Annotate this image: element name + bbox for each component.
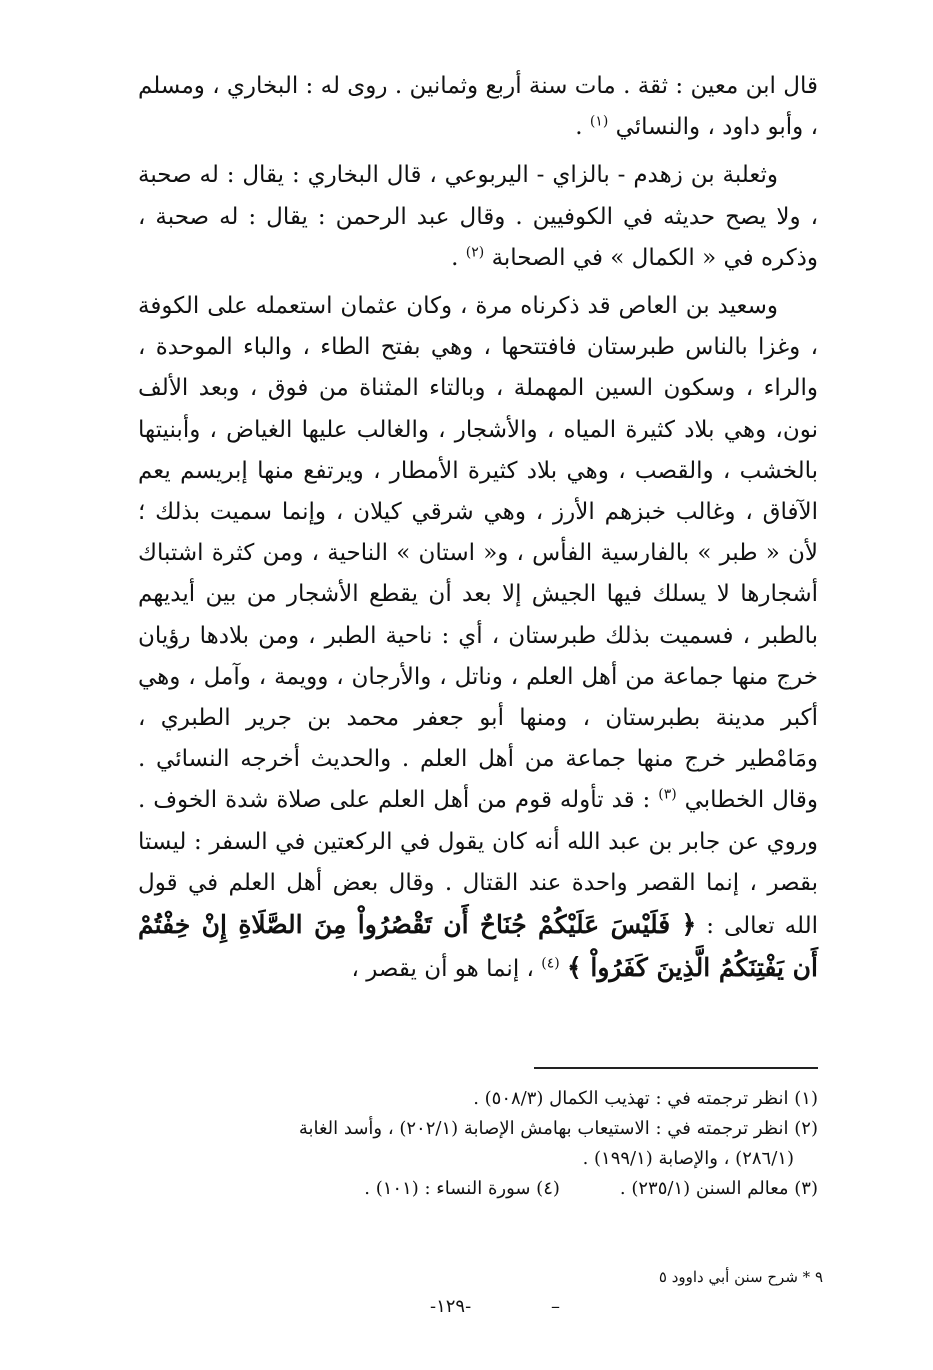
- main-text: [138, 66, 818, 997]
- paragraph-2-text: وثعلبة بن زهدم - بالزاي - اليربوعي ، قال البخاري : يقال : له صحبة ، ولا يصح حديثه في الكوفيين . وقال عبد الرحمن : يقال : له صحبة ، وذكره في « الكمال » في الصحابة: [138, 162, 818, 271]
- page-number: -١٢٩-: [430, 1296, 472, 1317]
- footer-dash: –: [551, 1296, 560, 1317]
- paragraph-1: [138, 66, 818, 148]
- paragraph-3-continued: : قد تأوله قوم من أهل العلم على صلاة شدة الخوف . وروي عن جابر بن عبد الله أنه كان يقول في الركعتين في السفر : ليستا بقصر ، إنما القصر واحدة عند القتال . وقال بعض أهل العلم في قول الله تعالى :: [138, 787, 818, 940]
- footnote-ref-4[interactable]: (٤): [541, 955, 560, 972]
- footnote-ref-1[interactable]: (١): [589, 113, 609, 130]
- paragraph-1-text: قال ابن معين : ثقة . مات سنة أربع وثمانين . روى له : البخاري ، ومسلم ، وأبو داود ، والنسائي: [138, 73, 818, 141]
- footnote-2-continued: (٢٨٦/١) ، والإصابة (١٩٩/١) .: [582, 1148, 794, 1169]
- paragraph-3-end: ، إنما هو أن يقصر ،: [351, 956, 534, 983]
- footnotes: [138, 1084, 818, 1204]
- footnote-row-3-4: [138, 1174, 818, 1204]
- quran-verse: ﴿ فَلَيْسَ عَلَيْكُمْ جُنَاحٌ أَن تَقْصُرُواْ مِنَ الصَّلَاةِ إِنْ خِفْتُمْ أَن يَفْتِنَكُمُ الَّذِينَ كَفَرُواْ ﴾: [138, 910, 818, 983]
- paragraph-2: [138, 155, 818, 279]
- paragraph-1-end: .: [575, 114, 583, 141]
- paragraph-3-text: وسعيد بن العاص قد ذكرناه مرة ، وكان عثمان استعمله على الكوفة ، وغزا بالناس طبرستان فافتتحها ، وهي بفتح الطاء ، والباء الموحدة ، والراء ، وسكون السين المهملة ، وبالتاء المثناة من فوق ، وبعد الألف نون، وهي بلاد كثيرة المياه ، والأشجار ، والغالب عليها الغياض ، وأبنيتها بالخشب ، والقصب ، وهي بلاد كثيرة الأمطار ، ويرتفع منها إبريسم يعم الآفاق ، وغالب خبزهم الأرز ، وهي شرقي كيلان ، وإنما سميت بذلك ؛ لأن « طبر » بالفارسية الفأس ، و« استان » الناحية ، ومن كثرة اشتباك أشجارها لا يسلك فيها الجيش إلا بعد أن يقطع الأشجار من بين أيديهم بالطبر ، فسميت بذلك طبرستان ، أي : ناحية الطبر ، ومن بلادها رؤيان خرج منها جماعة من أهل العلم ، وناتل ، والأرجان ، وويمة ، وآمل ، وهي أكبر مدينة بطبرستان ، ومنها أبو جعفر محمد بن جرير الطبري ، ومَامْطير خرج منها جماعة من أهل العلم . والحديث أخرجه النسائي . وقال الخطابي: [138, 293, 819, 814]
- footnote-separator: [534, 1067, 818, 1069]
- footnote-ref-3[interactable]: (٣): [658, 786, 677, 803]
- footnote-4: (٤) سورة النساء : (١٠١) .: [364, 1178, 560, 1199]
- footnote-ref-2[interactable]: (٢): [465, 244, 485, 261]
- paragraph-2-end: .: [451, 244, 459, 271]
- paragraph-3: [138, 286, 818, 990]
- footnote-2: (٢) انظر ترجمته في : الاستيعاب بهامش الإصابة (٢٠٢/١) ، وأسد الغابة: [298, 1118, 818, 1139]
- signature-line: ٩ * شرح سنن أبي داوود ٥: [658, 1268, 823, 1286]
- footnote-3: (٣) معالم السنن (٢٣٥/١) .: [619, 1178, 818, 1199]
- footnote-1: (١) انظر ترجمته في : تهذيب الكمال (٥٠٨/٣) .: [473, 1088, 818, 1109]
